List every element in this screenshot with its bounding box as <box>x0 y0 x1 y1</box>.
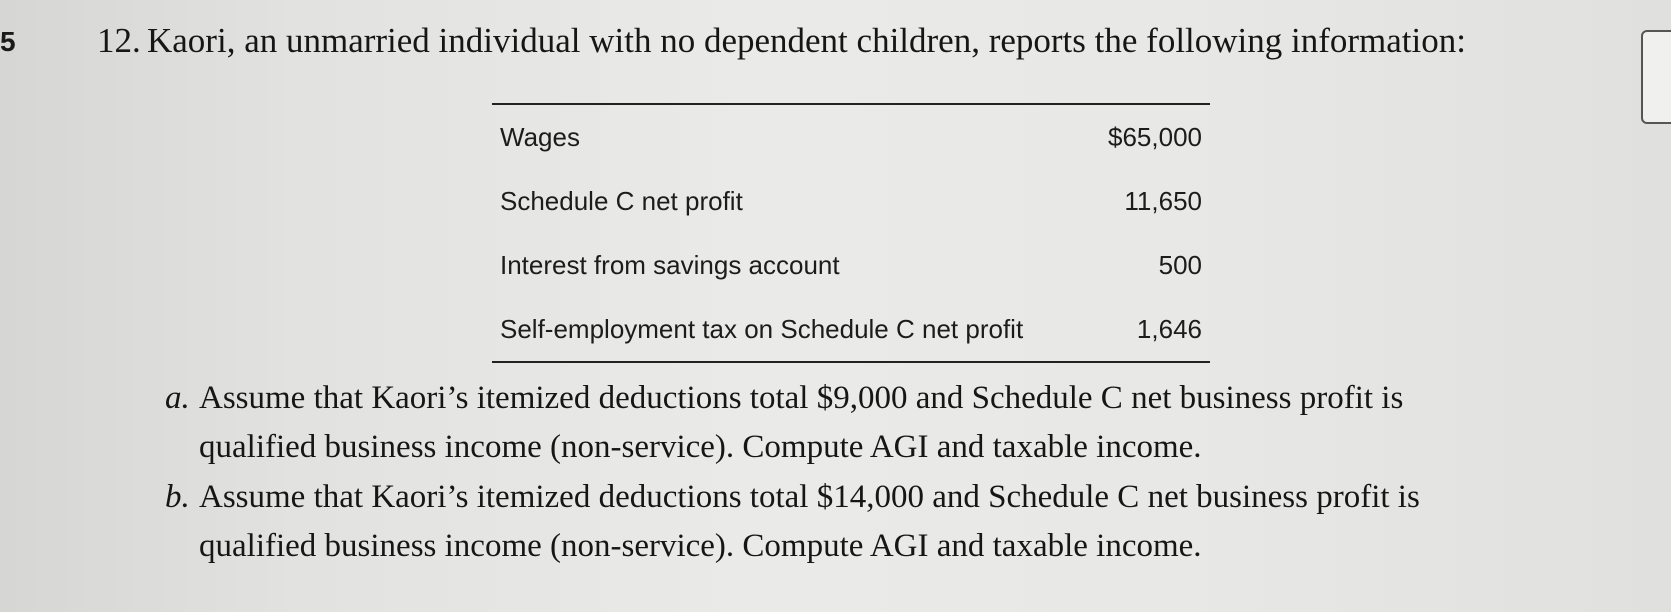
table-row <box>492 104 1210 169</box>
row-label: Self-employment tax on Schedule C net profit <box>500 313 1024 344</box>
table-row <box>492 233 1210 297</box>
income-table <box>492 103 1210 363</box>
part-a-body <box>199 374 1403 472</box>
margin-number: 5 <box>0 26 16 57</box>
part-b-line1: Assume that Kaori’s itemized deductions total $14,000 and Schedule C net business profit is <box>199 479 1420 515</box>
part-a-letter: a. <box>165 380 190 416</box>
part-b-body <box>199 473 1420 571</box>
table-row <box>492 297 1210 362</box>
row-amount: 500 <box>1158 249 1202 280</box>
part-a-line1: Assume that Kaori’s itemized deductions total $9,000 and Schedule C net business profit is <box>199 380 1404 416</box>
question-text: Kaori, an unmarried individual with no dependent children, reports the following information: <box>147 21 1466 60</box>
table-row <box>492 169 1210 233</box>
question-number: 12. <box>97 21 141 60</box>
row-amount: 11,650 <box>1124 185 1202 216</box>
row-label: Schedule C net profit <box>500 185 743 216</box>
row-label: Wages <box>500 121 580 152</box>
row-label: Interest from savings account <box>500 249 840 280</box>
row-amount: $65,000 <box>1108 121 1202 152</box>
part-b-line2: qualified business income (non-service). Compute AGI and taxable income. <box>199 528 1202 564</box>
row-amount: 1,646 <box>1136 313 1202 344</box>
part-b-letter: b. <box>165 479 190 515</box>
part-a-line2: qualified business income (non-service). Compute AGI and taxable income. <box>199 429 1202 465</box>
answer-box[interactable] <box>1641 30 1671 124</box>
